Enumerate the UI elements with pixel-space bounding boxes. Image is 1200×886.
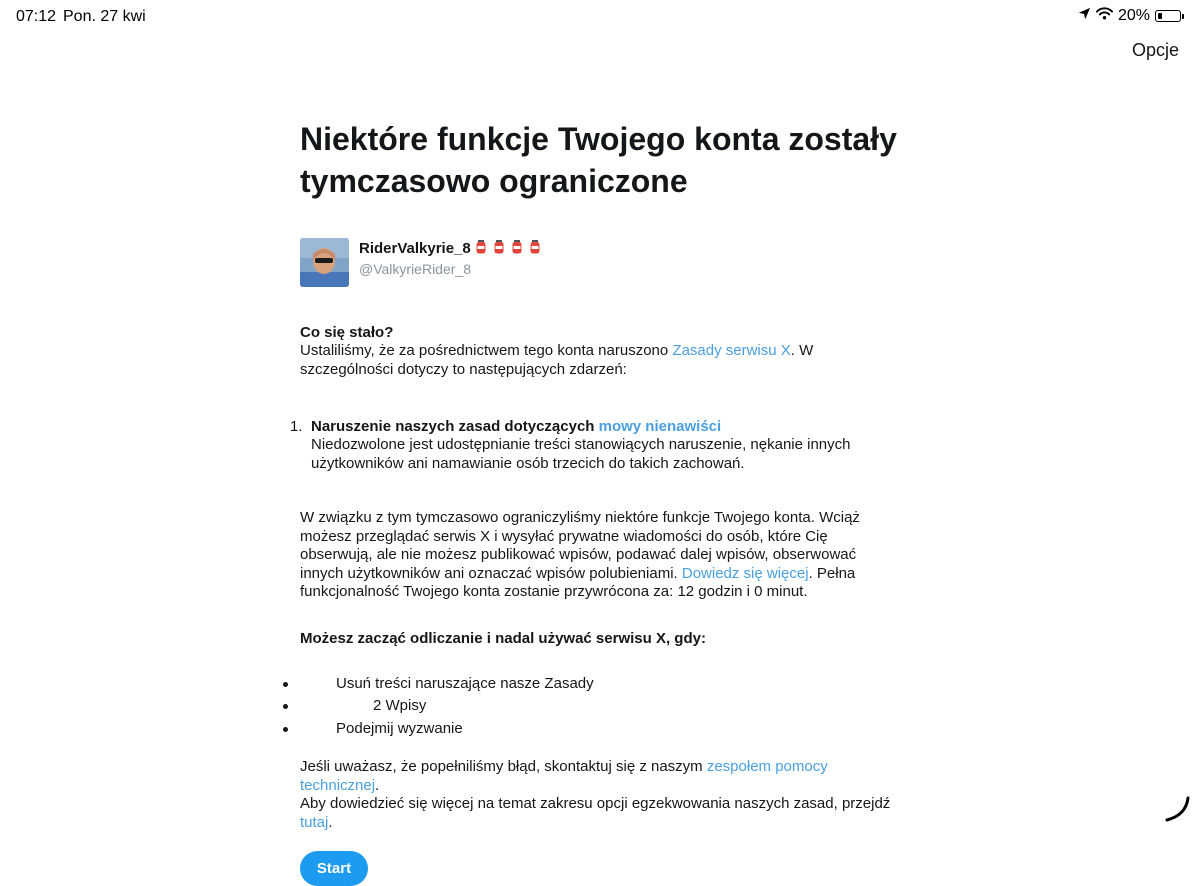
violation-number: 1. — [290, 418, 303, 435]
violation-title — [311, 417, 900, 436]
status-bar — [0, 0, 1200, 32]
rules-link[interactable]: Zasady serwisu X — [672, 342, 791, 359]
bullet-dot — [283, 704, 288, 709]
status-indicators — [1078, 7, 1184, 25]
page-title: Niektóre funkcje Twojego konta zostały tymczasowo ograniczone — [300, 121, 897, 199]
what-happened-text-before: Ustaliliśmy, że za pośrednictwem tego konta naruszono — [300, 342, 673, 359]
fire-extinguisher-icon — [492, 238, 506, 259]
wifi-icon — [1096, 7, 1113, 25]
contact-text — [300, 758, 900, 832]
location-arrow-icon — [1078, 7, 1091, 25]
options-button[interactable]: Opcje — [1131, 40, 1179, 60]
violation-list — [290, 417, 900, 473]
scroll-corner-icon — [1164, 795, 1192, 828]
profile — [300, 238, 900, 287]
contact-text-2-after: . — [328, 813, 333, 831]
display-name — [359, 238, 542, 259]
restriction-text-after: . Pełna funkcjonalność Twojego konta zostanie przywrócona za: 12 godzin i 0 minut. — [300, 564, 856, 600]
restriction-text — [300, 509, 900, 602]
learn-more-link[interactable]: Dowiedz się więcej — [681, 564, 809, 582]
restriction-text-before: W związku z tym tymczasowo ograniczyliśmy niektóre funkcje Twojego konta. Wciąż możesz przeglądać serwis X i wysyłać prywatne wiadomości do osób, które Cię obserwują, ale nie możesz publikować wpisów, podawać dalej wpisów, obserwować innych użytkowników ani oznaczać wpisów polubieniami. — [300, 509, 860, 582]
display-name-text: RiderValkyrie_8 — [359, 239, 471, 257]
countdown-list — [300, 673, 900, 741]
handle: @ValkyrieRider_8 — [359, 261, 471, 277]
contact-text-2-before: Aby dowiedzieć się więcej na temat zakresu opcji egzekwowania naszych zasad, przejdź — [300, 795, 891, 812]
bullet-dot — [283, 727, 288, 732]
battery-percent: 20% — [1117, 7, 1150, 24]
contact-text-1-before: Jeśli uważasz, że popełniliśmy błąd, skontaktuj się z naszym — [300, 758, 707, 775]
status-date: Pon. 27 kwi — [63, 8, 146, 25]
battery-cap — [1182, 14, 1184, 19]
start-button[interactable]: Start — [300, 851, 368, 886]
fire-extinguisher-icon — [510, 238, 524, 259]
status-time: 07:12 — [16, 8, 57, 25]
fire-extinguisher-icon — [528, 238, 542, 259]
contact-text-1-after: . — [375, 776, 380, 794]
list-item-label: Usuń treści naruszające nasze Zasady — [336, 674, 594, 692]
support-team-link[interactable]: zespołem pomocy technicznej — [300, 758, 828, 794]
list-item — [300, 718, 900, 741]
violation-description: Niedozwolone jest udostępnianie treści stanowiących naruszenie, nękanie innych użytkowników ani namawianie osób trzecich do takich zachowań. — [311, 436, 851, 472]
list-item-label: Podejmij wyzwanie — [336, 719, 463, 737]
battery-icon — [1155, 10, 1181, 22]
what-happened-heading: Co się stało? — [300, 324, 394, 341]
main-content — [290, 118, 900, 886]
what-happened-text-after: . W szczególności dotyczy to następujących zdarzeń: — [300, 342, 814, 378]
bullet-dot — [283, 682, 288, 687]
here-link[interactable]: tutaj — [300, 813, 329, 831]
hate-speech-link[interactable]: mowy nienawiści — [598, 418, 722, 435]
violation-item — [311, 417, 900, 473]
violation-title-text: Naruszenie naszych zasad dotyczących — [311, 418, 599, 435]
countdown-heading: Możesz zacząć odliczanie i nadal używać serwisu X, gdy: — [300, 629, 706, 647]
battery-level — [1158, 13, 1162, 19]
list-item-label: 2 Wpisy — [373, 697, 427, 714]
avatar — [300, 238, 349, 287]
fire-extinguisher-icon — [474, 238, 488, 259]
name-emoji-row — [474, 238, 542, 259]
list-item — [300, 673, 900, 696]
what-happened-text — [300, 342, 900, 379]
list-item-nested — [300, 695, 900, 718]
